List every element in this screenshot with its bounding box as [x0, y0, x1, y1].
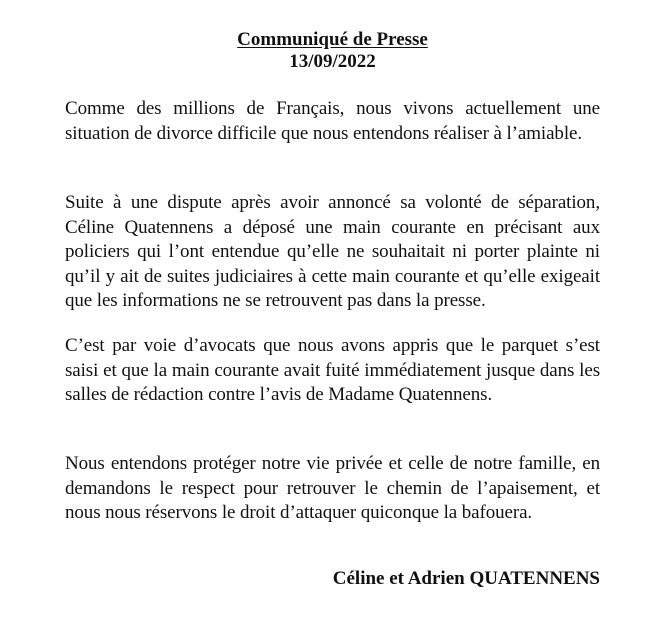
signature: Céline et Adrien QUATENNENS [332, 568, 600, 589]
paragraph-1: Comme des millions de Français, nous vivons actuellement une situation de divorce difficile que nous entendons réaliser à l’amiable. [65, 98, 600, 144]
paragraph-3: C’est par voie d’avocats que nous avons appris que le parquet s’est saisi et que la main courante avait fuité immédiatement jusque dans les salles de rédaction contre l’avis de Madame Quatennens. [65, 335, 600, 406]
paragraph-2: Suite à une dispute après avoir annoncé sa volonté de séparation, Céline Quatennens a déposé une main courante en précisant aux policiers qui l’ont entendue qu’elle ne souhaitait ni porter plainte ni qu’il y ait de suites judiciaires à cette main courante et qu’elle exigeait que les informations ne se retrouvent pas dans la presse. [65, 192, 600, 312]
document-date: 13/09/2022 [289, 51, 376, 72]
document-title: Communiqué de Presse [237, 29, 428, 50]
paragraph-4: Nous entendons protéger notre vie privée et celle de notre famille, en demandons le respect pour retrouver le chemin de l’apaisement, et nous nous réservons le droit d’attaquer quiconque la bafouera. [65, 453, 600, 524]
press-release-header [0, 29, 665, 73]
